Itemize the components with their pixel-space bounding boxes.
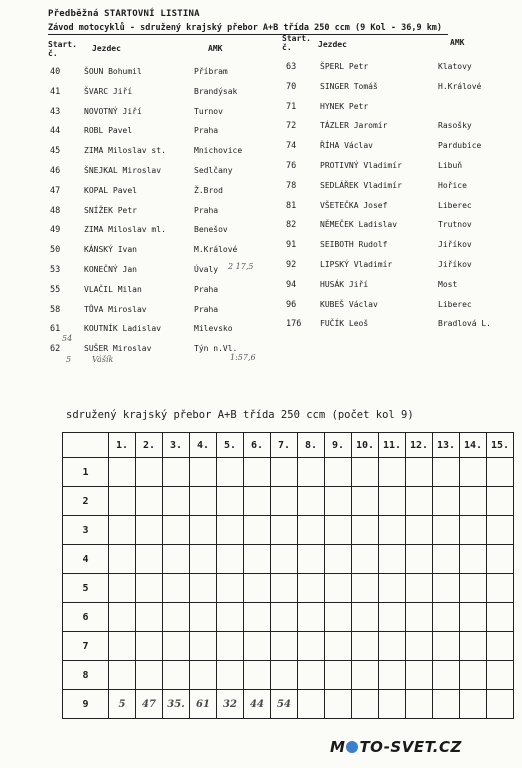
lap-row-header: 6 — [63, 603, 109, 632]
start-number: 63 — [286, 62, 297, 72]
lap-empty-cell — [433, 545, 460, 574]
subtitle-underline — [48, 34, 448, 35]
rider-club: Úvaly — [194, 265, 219, 274]
lap-grid-row — [63, 487, 514, 516]
lap-empty-cell — [190, 632, 217, 661]
lap-empty-cell — [460, 690, 487, 719]
lap-empty-cell — [406, 661, 433, 690]
right-start-heading: Start. č. — [282, 34, 311, 52]
logo-text-end: TO-SVET.CZ — [359, 738, 462, 756]
lap-grid-row — [63, 690, 514, 719]
lap-empty-cell — [433, 661, 460, 690]
rider-name: LIPSKÝ Vladimír — [320, 260, 393, 269]
rider-name: SINGER Tomáš — [320, 81, 378, 91]
lap-empty-cell — [271, 574, 298, 603]
rider-club: H.Králové — [438, 81, 482, 91]
rider-name: SNÍŽEK Petr — [84, 205, 137, 215]
start-number: 43 — [50, 106, 61, 117]
rider-club: Praha — [194, 126, 219, 136]
start-number: 53 — [50, 265, 61, 275]
rider-name: FUČÍK Leoš — [320, 319, 369, 329]
start-number: 176 — [286, 319, 302, 330]
left-rider-heading: Jezdec — [92, 44, 121, 53]
rider-club: Rasošky — [438, 121, 472, 131]
lap-empty-cell — [325, 458, 352, 487]
lap-column-header: 11. — [379, 433, 406, 458]
lap-column-header: 8. — [298, 433, 325, 458]
lap-empty-cell — [406, 487, 433, 516]
rider-club: Příbram — [194, 67, 228, 76]
lap-grid-row — [63, 661, 514, 690]
lap-empty-cell — [460, 545, 487, 574]
lap-empty-cell — [244, 487, 271, 516]
lap-empty-cell — [271, 661, 298, 690]
lap-empty-cell — [163, 487, 190, 516]
lap-empty-cell — [163, 632, 190, 661]
lap-empty-cell — [163, 516, 190, 545]
handwritten-result-position: 5 — [66, 355, 72, 364]
lap-empty-cell — [190, 574, 217, 603]
lap-empty-cell — [217, 603, 244, 632]
start-number: 78 — [286, 180, 297, 191]
lap-empty-cell — [406, 603, 433, 632]
rider-club: Liberec — [438, 200, 472, 210]
lap-empty-cell — [487, 487, 514, 516]
start-number: 74 — [286, 141, 297, 152]
lap-empty-cell — [271, 516, 298, 545]
lap-empty-cell — [217, 545, 244, 574]
lap-grid-header-row — [63, 433, 514, 458]
rider-club: Praha — [194, 304, 219, 314]
rider-name: TŮVA Miroslav — [84, 304, 147, 314]
lap-empty-cell — [460, 661, 487, 690]
rider-club: Sedlčany — [194, 166, 233, 175]
lap-column-header: 14. — [460, 433, 487, 458]
lap-empty-cell — [406, 690, 433, 719]
rider-name: TÁZLER Jaromír — [320, 121, 388, 131]
start-number: 45 — [50, 146, 61, 157]
lap-grid-row — [63, 603, 514, 632]
lap-empty-cell — [271, 487, 298, 516]
lap-empty-cell — [325, 487, 352, 516]
lap-empty-cell — [190, 545, 217, 574]
lap-empty-cell — [325, 690, 352, 719]
lap-empty-cell — [217, 487, 244, 516]
lap-empty-cell — [109, 516, 136, 545]
lap-empty-cell — [379, 487, 406, 516]
start-number: 62 — [50, 344, 61, 355]
lap-empty-cell — [136, 574, 163, 603]
lap-empty-cell — [352, 603, 379, 632]
lap-empty-cell — [298, 603, 325, 632]
rider-club: Praha — [194, 284, 219, 294]
lap-empty-cell — [109, 487, 136, 516]
lap-column-header: 4. — [190, 433, 217, 458]
lap-empty-cell — [379, 516, 406, 545]
lap-empty-cell — [379, 661, 406, 690]
lap-empty-cell — [433, 690, 460, 719]
handwritten-result-time: 1:57,6 — [230, 353, 256, 362]
lap-empty-cell — [460, 516, 487, 545]
lap-empty-cell — [298, 574, 325, 603]
lap-empty-cell — [460, 632, 487, 661]
logo-text-start: M — [330, 738, 346, 756]
rider-club: Benešov — [194, 225, 228, 235]
lap-empty-cell — [433, 516, 460, 545]
rider-name: ŘÍHA Václav — [320, 141, 373, 151]
lap-empty-cell — [325, 661, 352, 690]
rider-name: ŠVARC Jiří — [84, 86, 133, 96]
lap-row-header: 9 — [63, 690, 109, 719]
lap-empty-cell — [487, 632, 514, 661]
lap-empty-cell — [460, 603, 487, 632]
rider-name: SEIBOTH Rudolf — [320, 240, 388, 250]
lap-empty-cell — [190, 603, 217, 632]
lap-empty-cell — [379, 458, 406, 487]
lap-column-header: 9. — [325, 433, 352, 458]
lap-column-header: 5. — [217, 433, 244, 458]
start-number: 40 — [50, 67, 61, 77]
handwritten-extra-number: 54 — [62, 334, 73, 343]
rider-name: KUBEŠ Václav — [320, 299, 378, 309]
rider-club: Mnichovice — [194, 146, 243, 156]
lap-empty-cell — [352, 545, 379, 574]
rider-name: SUŠER Miroslav — [84, 344, 152, 354]
lap-empty-cell — [244, 516, 271, 545]
rider-club: Libuň — [438, 161, 463, 170]
rider-name: HYNEK Petr — [320, 101, 369, 111]
lap-empty-cell — [352, 690, 379, 719]
lap-empty-cell — [325, 574, 352, 603]
lap-empty-cell — [217, 516, 244, 545]
rider-club: Liberec — [438, 299, 472, 309]
rider-club: Bradlová L. — [438, 319, 491, 329]
rider-club: Brandýsak — [194, 86, 238, 96]
lap-empty-cell — [217, 632, 244, 661]
lap-empty-cell — [190, 516, 217, 545]
rider-club: Jiříkov — [438, 240, 472, 250]
lap-row-header: 1 — [63, 458, 109, 487]
logo-wheel-icon — [346, 741, 358, 753]
lap-value-cell: 44 — [244, 690, 271, 719]
document-subtitle: Závod motocyklů - sdružený krajský přebor A+B třída 250 ccm (9 Kol - 36,9 km) — [48, 23, 443, 33]
lap-row-header: 7 — [63, 632, 109, 661]
start-number: 92 — [286, 260, 297, 270]
rider-name: KOPAL Pavel — [84, 185, 137, 195]
lap-empty-cell — [406, 516, 433, 545]
rider-name: HUSÁK Jiří — [320, 279, 369, 289]
start-number: 82 — [286, 220, 297, 231]
start-number: 61 — [50, 324, 61, 335]
lap-empty-cell — [190, 458, 217, 487]
start-number: 49 — [50, 225, 61, 236]
rider-name: SEDLÁŘEK Vladimír — [320, 180, 402, 190]
left-club-heading: AMK — [208, 44, 223, 53]
lap-empty-cell — [460, 574, 487, 603]
lap-empty-cell — [109, 458, 136, 487]
lap-empty-cell — [433, 603, 460, 632]
lap-empty-cell — [487, 516, 514, 545]
lap-empty-cell — [406, 545, 433, 574]
lap-empty-cell — [487, 690, 514, 719]
lap-column-header: 7. — [271, 433, 298, 458]
lap-empty-cell — [460, 458, 487, 487]
start-number: 96 — [286, 299, 297, 310]
lap-empty-cell — [190, 661, 217, 690]
lap-empty-cell — [244, 661, 271, 690]
start-number: 70 — [286, 81, 297, 92]
lap-empty-cell — [136, 545, 163, 574]
lap-column-header: 6. — [244, 433, 271, 458]
rider-name: KÁNSKÝ Ivan — [84, 245, 137, 255]
lap-empty-cell — [487, 661, 514, 690]
start-number: 46 — [50, 166, 61, 176]
lap-value-cell: 47 — [136, 690, 163, 719]
lap-row-header: 4 — [63, 545, 109, 574]
lap-empty-cell — [217, 661, 244, 690]
lap-empty-cell — [136, 458, 163, 487]
lap-column-header: 10. — [352, 433, 379, 458]
rider-name: VLAČIL Milan — [84, 284, 142, 294]
lap-empty-cell — [379, 545, 406, 574]
lap-empty-cell — [217, 574, 244, 603]
lap-empty-cell — [136, 516, 163, 545]
lap-empty-cell — [298, 661, 325, 690]
lap-empty-cell — [379, 690, 406, 719]
lap-empty-cell — [298, 632, 325, 661]
rider-name: VŠETEČKA Josef — [320, 200, 388, 210]
lap-empty-cell — [163, 574, 190, 603]
lap-empty-cell — [190, 487, 217, 516]
rider-club: Turnov — [194, 106, 223, 116]
lap-empty-cell — [271, 545, 298, 574]
lap-empty-cell — [325, 516, 352, 545]
lap-grid-row — [63, 632, 514, 661]
lap-column-header: 2. — [136, 433, 163, 458]
rider-name: ZIMA Miloslav st. — [84, 146, 166, 156]
handwritten-result-name: Vášík — [92, 355, 114, 364]
right-club-heading: AMK — [450, 38, 465, 47]
lap-empty-cell — [352, 487, 379, 516]
lap-empty-cell — [298, 487, 325, 516]
lap-empty-cell — [298, 516, 325, 545]
rider-club: Most — [438, 279, 458, 289]
start-number: 58 — [50, 304, 61, 315]
rider-name: ŠOUN Bohumil — [84, 67, 142, 76]
lap-empty-cell — [244, 603, 271, 632]
lap-column-header: 1. — [109, 433, 136, 458]
rider-name: PROTIVNÝ Vladimír — [320, 161, 402, 170]
rider-name: ŠPERL Petr — [320, 62, 369, 71]
lap-empty-cell — [217, 458, 244, 487]
lap-empty-cell — [244, 574, 271, 603]
handwritten-praha-note: 2 17,5 — [228, 262, 254, 271]
lap-empty-cell — [406, 574, 433, 603]
lap-grid-row — [63, 545, 514, 574]
lap-empty-cell — [271, 603, 298, 632]
lap-empty-cell — [244, 545, 271, 574]
lap-value-cell: 5 — [109, 690, 136, 719]
lap-empty-cell — [352, 661, 379, 690]
lap-empty-cell — [163, 458, 190, 487]
rider-club: Trutnov — [438, 220, 472, 230]
rider-club: Hořice — [438, 180, 467, 190]
start-number: 47 — [50, 185, 61, 196]
lap-column-header: 12. — [406, 433, 433, 458]
rider-club: M.Králové — [194, 245, 238, 255]
lap-grid — [62, 432, 514, 719]
lap-empty-cell — [352, 574, 379, 603]
lap-grid-corner — [63, 433, 109, 458]
lap-row-header: 2 — [63, 487, 109, 516]
lap-empty-cell — [325, 545, 352, 574]
lap-empty-cell — [136, 632, 163, 661]
rider-club: Pardubice — [438, 141, 482, 151]
lap-empty-cell — [433, 632, 460, 661]
left-start-heading: Start. č. — [48, 40, 77, 58]
lap-grid-title: sdružený krajský přebor A+B třída 250 ccm (počet kol 9) — [66, 409, 414, 421]
start-number: 81 — [286, 200, 297, 211]
moto-svet-logo — [330, 738, 462, 756]
lap-empty-cell — [298, 690, 325, 719]
lap-empty-cell — [163, 545, 190, 574]
lap-empty-cell — [298, 545, 325, 574]
lap-empty-cell — [325, 603, 352, 632]
lap-empty-cell — [109, 545, 136, 574]
rider-club: Praha — [194, 205, 219, 215]
rider-club: Týn n.Vl. — [194, 344, 238, 354]
lap-empty-cell — [379, 574, 406, 603]
lap-empty-cell — [406, 458, 433, 487]
start-number: 41 — [50, 86, 61, 97]
lap-empty-cell — [352, 516, 379, 545]
lap-grid-row — [63, 516, 514, 545]
lap-empty-cell — [163, 661, 190, 690]
document-title: Předběžná STARTOVNÍ LISTINA — [48, 9, 200, 19]
lap-empty-cell — [271, 632, 298, 661]
lap-empty-cell — [487, 603, 514, 632]
lap-empty-cell — [136, 603, 163, 632]
lap-row-header: 8 — [63, 661, 109, 690]
lap-value-cell: 35. — [163, 690, 190, 719]
lap-value-cell: 61 — [190, 690, 217, 719]
lap-grid-row — [63, 458, 514, 487]
rider-name: ROBL Pavel — [84, 126, 133, 136]
lap-empty-cell — [433, 458, 460, 487]
start-number: 50 — [50, 245, 61, 256]
lap-value-cell: 32 — [217, 690, 244, 719]
lap-empty-cell — [325, 632, 352, 661]
start-number: 48 — [50, 205, 61, 216]
rider-club: Klatovy — [438, 62, 472, 71]
start-number: 72 — [286, 121, 297, 132]
lap-empty-cell — [487, 574, 514, 603]
rider-name: ZIMA Miloslav ml. — [84, 225, 166, 235]
lap-empty-cell — [136, 661, 163, 690]
lap-empty-cell — [163, 603, 190, 632]
lap-column-header: 13. — [433, 433, 460, 458]
lap-empty-cell — [298, 458, 325, 487]
rider-name: KOUTNÍK Ladislav — [84, 324, 162, 334]
lap-empty-cell — [487, 545, 514, 574]
lap-empty-cell — [460, 487, 487, 516]
lap-grid-row — [63, 574, 514, 603]
lap-row-header: 3 — [63, 516, 109, 545]
start-number: 71 — [286, 101, 297, 112]
lap-column-header: 3. — [163, 433, 190, 458]
lap-empty-cell — [109, 632, 136, 661]
lap-empty-cell — [244, 458, 271, 487]
rider-club: Jiříkov — [438, 260, 472, 269]
lap-empty-cell — [109, 574, 136, 603]
lap-empty-cell — [352, 458, 379, 487]
lap-column-header: 15. — [487, 433, 514, 458]
start-number: 55 — [50, 284, 61, 295]
rider-name: NOVOTNÝ Jiří — [84, 106, 142, 116]
rider-name: KONEČNÝ Jan — [84, 265, 137, 274]
rider-club: Milevsko — [194, 324, 233, 334]
right-rider-heading: Jezdec — [318, 40, 347, 49]
lap-empty-cell — [379, 603, 406, 632]
rider-club: Ž.Brod — [194, 185, 223, 195]
lap-empty-cell — [109, 661, 136, 690]
lap-empty-cell — [433, 487, 460, 516]
rider-name: NĚMEČEK Ladislav — [320, 220, 398, 230]
start-number: 94 — [286, 279, 297, 290]
lap-empty-cell — [244, 632, 271, 661]
rider-name: ŠNEJKAL Miroslav — [84, 166, 162, 175]
lap-empty-cell — [379, 632, 406, 661]
lap-value-cell: 54 — [271, 690, 298, 719]
start-number: 91 — [286, 240, 297, 251]
start-number: 76 — [286, 161, 297, 171]
lap-empty-cell — [433, 574, 460, 603]
lap-empty-cell — [271, 458, 298, 487]
start-number: 44 — [50, 126, 61, 137]
lap-empty-cell — [487, 458, 514, 487]
lap-empty-cell — [136, 487, 163, 516]
lap-empty-cell — [406, 632, 433, 661]
lap-row-header: 5 — [63, 574, 109, 603]
lap-empty-cell — [109, 603, 136, 632]
lap-empty-cell — [352, 632, 379, 661]
